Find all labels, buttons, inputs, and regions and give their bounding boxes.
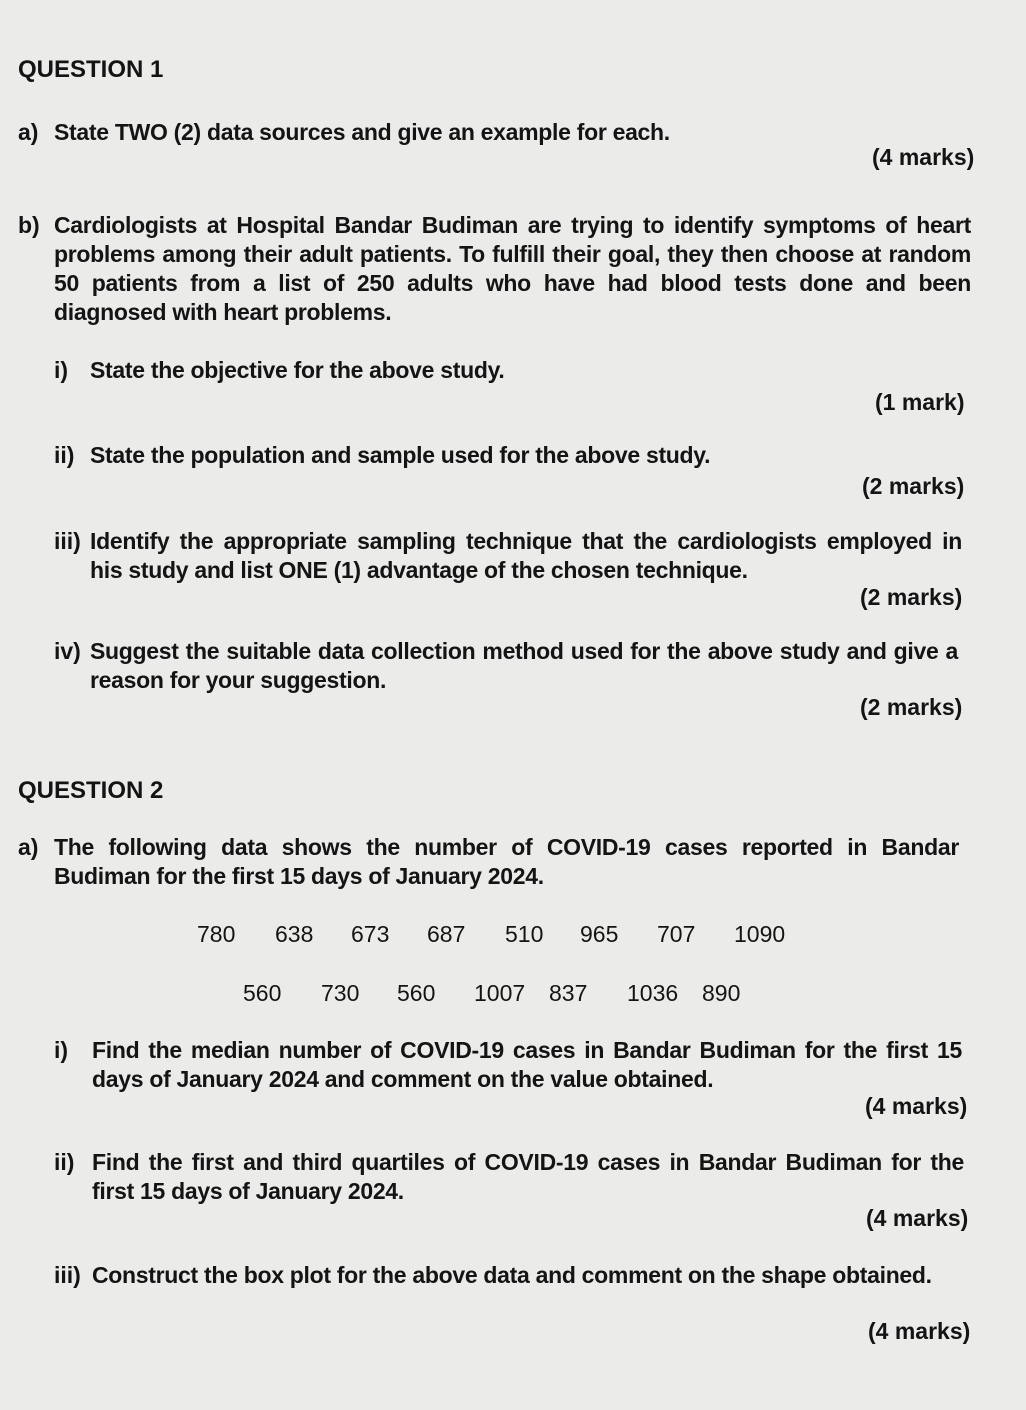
data-value: 1036 bbox=[627, 980, 679, 1006]
question-2-title: QUESTION 2 bbox=[18, 777, 164, 804]
q1b-iv-label: iv) bbox=[54, 638, 81, 664]
q2a-i-text: Find the median number of COVID-19 cases in Bandar Budiman for the first 15 days of January 2024 and comment on the value obtained. bbox=[92, 1037, 962, 1092]
data-value: 965 bbox=[580, 921, 619, 947]
data-value: 780 bbox=[197, 921, 236, 947]
q1b-i-label: i) bbox=[54, 357, 69, 383]
q2a-ii-marks: (4 marks) bbox=[866, 1205, 969, 1231]
q1a-text: State TWO (2) data sources and give an example for each. bbox=[54, 119, 670, 145]
q1b-ii-text: State the population and sample used for the above study. bbox=[90, 442, 711, 468]
data-value: 638 bbox=[275, 921, 314, 947]
q2a-iii-label: iii) bbox=[54, 1262, 81, 1288]
data-value: 1007 bbox=[474, 980, 526, 1006]
data-value: 1090 bbox=[734, 921, 786, 947]
q1a-label: a) bbox=[18, 119, 39, 145]
q1b-iv-text: Suggest the suitable data collection method used for the above study and give a reason for your suggestion. bbox=[90, 638, 958, 693]
question-1-title: QUESTION 1 bbox=[18, 56, 164, 83]
data-value: 890 bbox=[702, 980, 741, 1006]
q1b-text: Cardiologists at Hospital Bandar Budiman are trying to identify symptoms of heart problems among their adult patients. To fulfill their goal, they then choose at random 50 patients from a list of 250 adults who have had blood tests done and been diagnosed with heart problems. bbox=[54, 212, 971, 325]
q1b-label: b) bbox=[18, 212, 40, 238]
q1b-iii-text: Identify the appropriate sampling technique that the cardiologists employed in his study and list ONE (1) advantage of the chosen technique. bbox=[90, 528, 962, 583]
data-value: 560 bbox=[243, 980, 282, 1006]
q2a-iii-text: Construct the box plot for the above data and comment on the shape obtained. bbox=[92, 1262, 932, 1288]
data-value: 730 bbox=[321, 980, 360, 1006]
data-value: 673 bbox=[351, 921, 390, 947]
data-value: 687 bbox=[427, 921, 466, 947]
data-value: 560 bbox=[397, 980, 436, 1006]
q2a-i-marks: (4 marks) bbox=[865, 1093, 968, 1119]
q2a-iii-marks: (4 marks) bbox=[868, 1318, 971, 1344]
q2a-label: a) bbox=[18, 834, 39, 860]
data-value: 510 bbox=[505, 921, 544, 947]
q1a-marks: (4 marks) bbox=[872, 144, 975, 170]
q1b-ii-label: ii) bbox=[54, 442, 75, 468]
q2a-text: The following data shows the number of COVID-19 cases reported in Bandar Budiman for the first 15 days of January 2024. bbox=[54, 834, 959, 889]
q1b-i-marks: (1 mark) bbox=[875, 389, 965, 415]
q2a-i-label: i) bbox=[54, 1037, 69, 1063]
q2a-ii-label: ii) bbox=[54, 1149, 75, 1175]
data-value: 837 bbox=[549, 980, 588, 1006]
q1b-ii-marks: (2 marks) bbox=[862, 473, 965, 499]
q1b-iv-marks: (2 marks) bbox=[860, 694, 963, 720]
q2a-ii-text: Find the first and third quartiles of COVID-19 cases in Bandar Budiman for the first 15 days of January 2024. bbox=[92, 1149, 964, 1204]
q1b-iii-marks: (2 marks) bbox=[860, 584, 963, 610]
q1b-iii-label: iii) bbox=[54, 528, 81, 554]
q1b-i-text: State the objective for the above study. bbox=[90, 357, 505, 383]
data-value: 707 bbox=[657, 921, 696, 947]
